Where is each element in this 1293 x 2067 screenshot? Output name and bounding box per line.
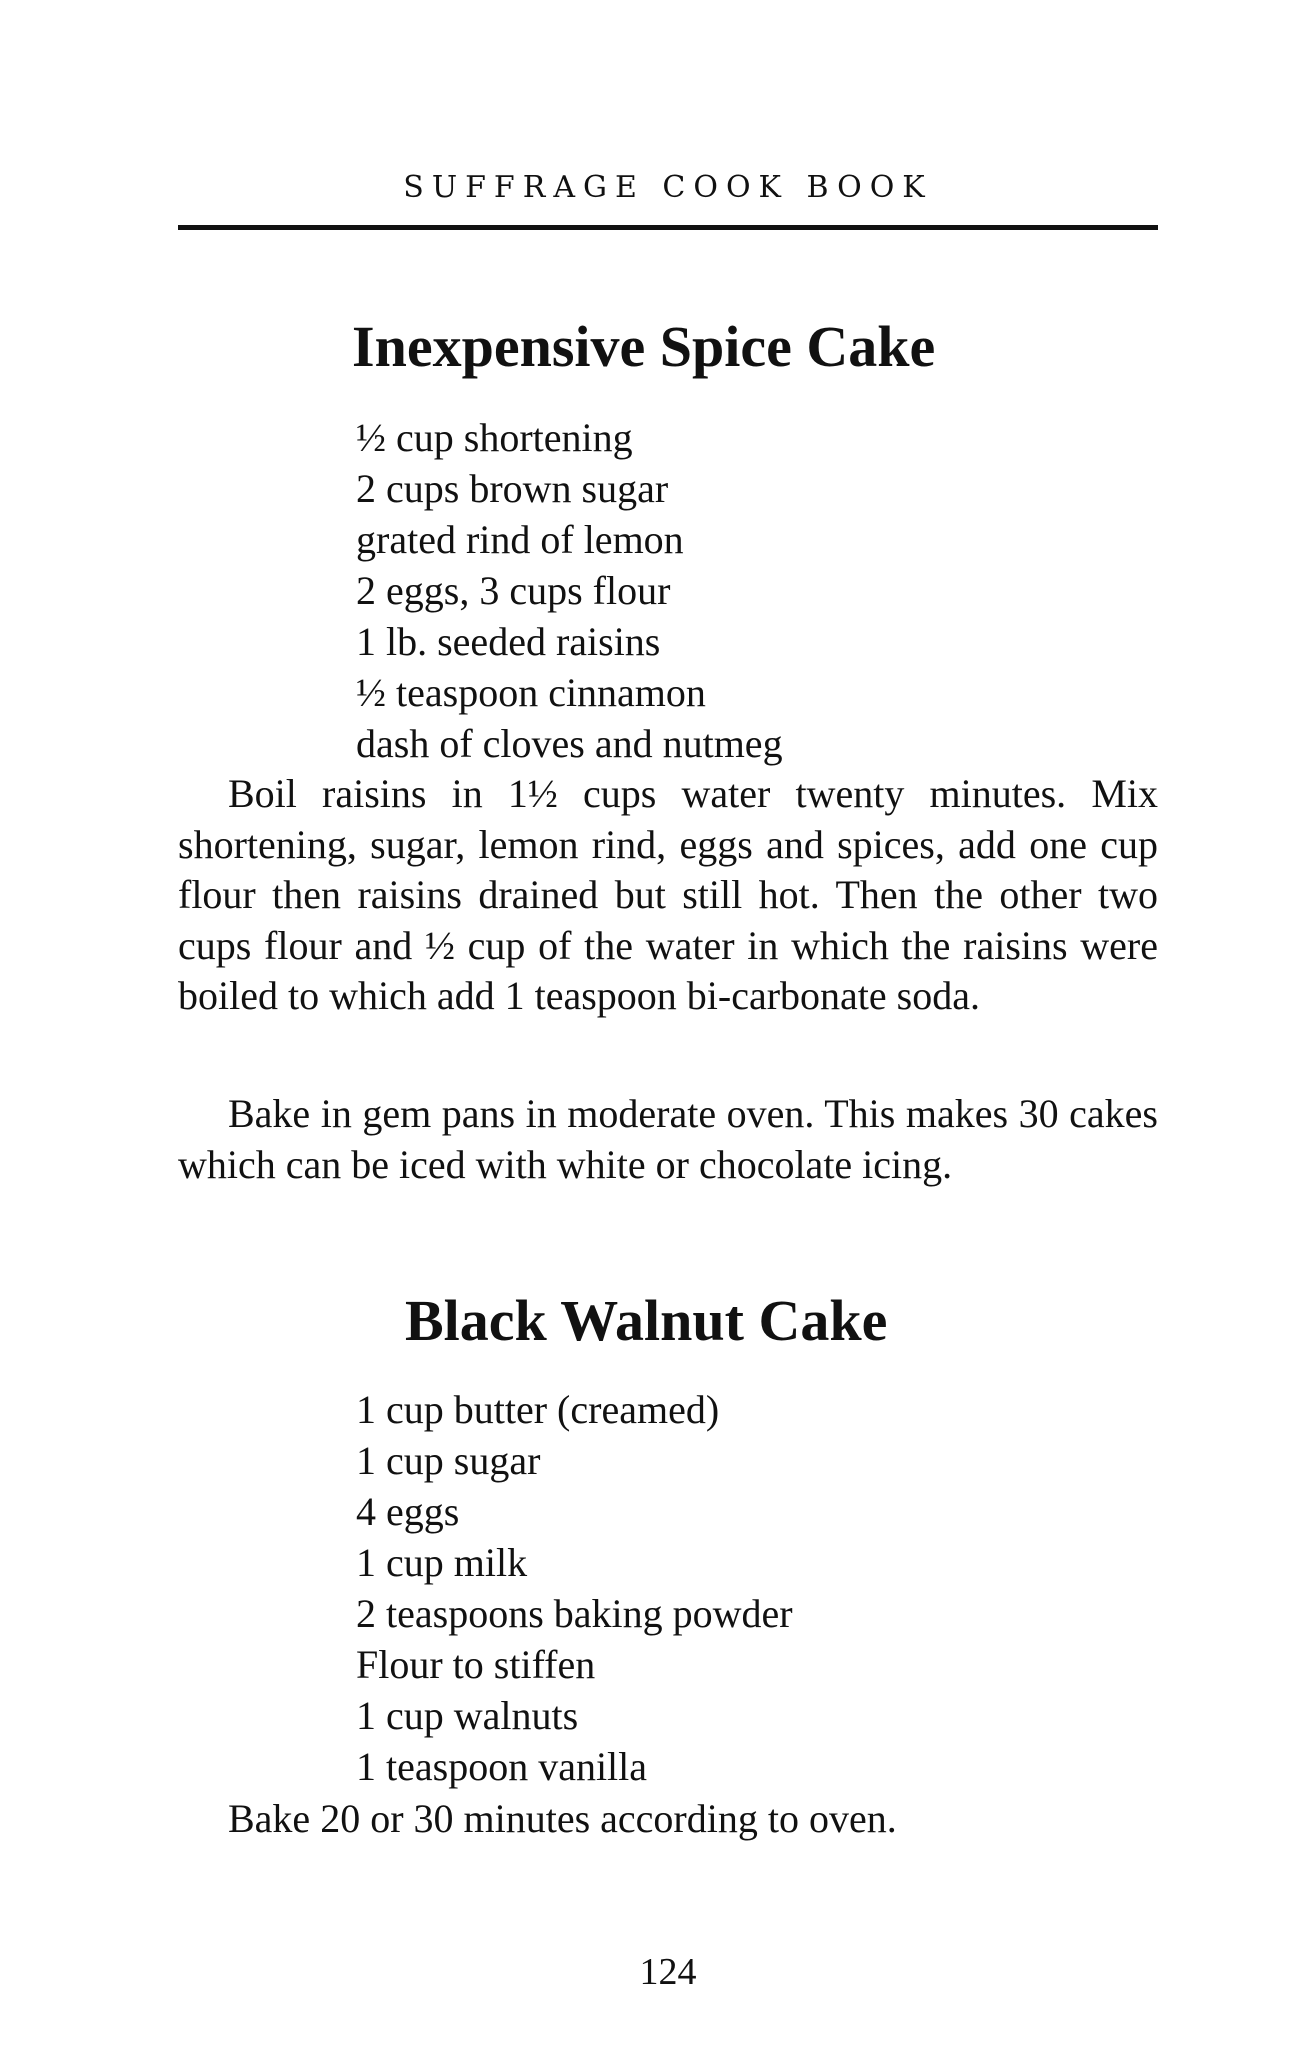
ingredient-item: ½ cup shortening	[356, 415, 633, 460]
instructions-paragraph: Bake 20 or 30 minutes according to oven.	[228, 1796, 897, 1841]
instructions-paragraph: Boil raisins in 1½ cups water twenty minutes. Mix shortening, sugar, lemon rind, eggs and spices, add one cup flour then raisins drained but still hot. Then the other two cups flour and ½ cup of the water in which the raisins were boiled to which add 1 teaspoon bi-carbonate soda.	[178, 771, 1158, 1018]
page-number: 124	[639, 1951, 697, 1993]
ingredient-item: 2 teaspoons baking powder	[356, 1591, 793, 1636]
ingredient-item: dash of cloves and nutmeg	[356, 721, 783, 766]
running-head: SUFFRAGE COOK BOOK	[403, 170, 933, 205]
recipe-title-spice-cake: Inexpensive Spice Cake	[352, 314, 936, 379]
instructions-paragraph: Bake in gem pans in moderate oven. This makes 30 cakes which can be iced with white or chocolate icing.	[178, 1091, 1158, 1187]
ingredient-item: 1 cup sugar	[356, 1438, 541, 1483]
ingredient-item: 1 teaspoon vanilla	[356, 1744, 648, 1789]
ingredient-item: 4 eggs	[356, 1489, 460, 1534]
ingredient-list-black-walnut-cake	[356, 1384, 793, 1792]
ingredient-item: 1 cup butter (creamed)	[356, 1387, 720, 1432]
ingredient-item: 1 lb. seeded raisins	[356, 619, 661, 664]
recipe-title-black-walnut-cake: Black Walnut Cake	[405, 1288, 888, 1353]
ingredient-item: 1 cup milk	[356, 1540, 528, 1585]
ingredient-item: 1 cup walnuts	[356, 1693, 579, 1738]
ingredient-item: Flour to stiffen	[356, 1642, 596, 1687]
ingredient-item: ½ teaspoon cinnamon	[356, 670, 706, 715]
header-rule	[178, 225, 1158, 230]
ingredient-list-spice-cake	[356, 412, 783, 769]
ingredient-item: 2 cups brown sugar	[356, 466, 669, 511]
ingredient-item: grated rind of lemon	[356, 517, 684, 562]
ingredient-item: 2 eggs, 3 cups flour	[356, 568, 671, 613]
